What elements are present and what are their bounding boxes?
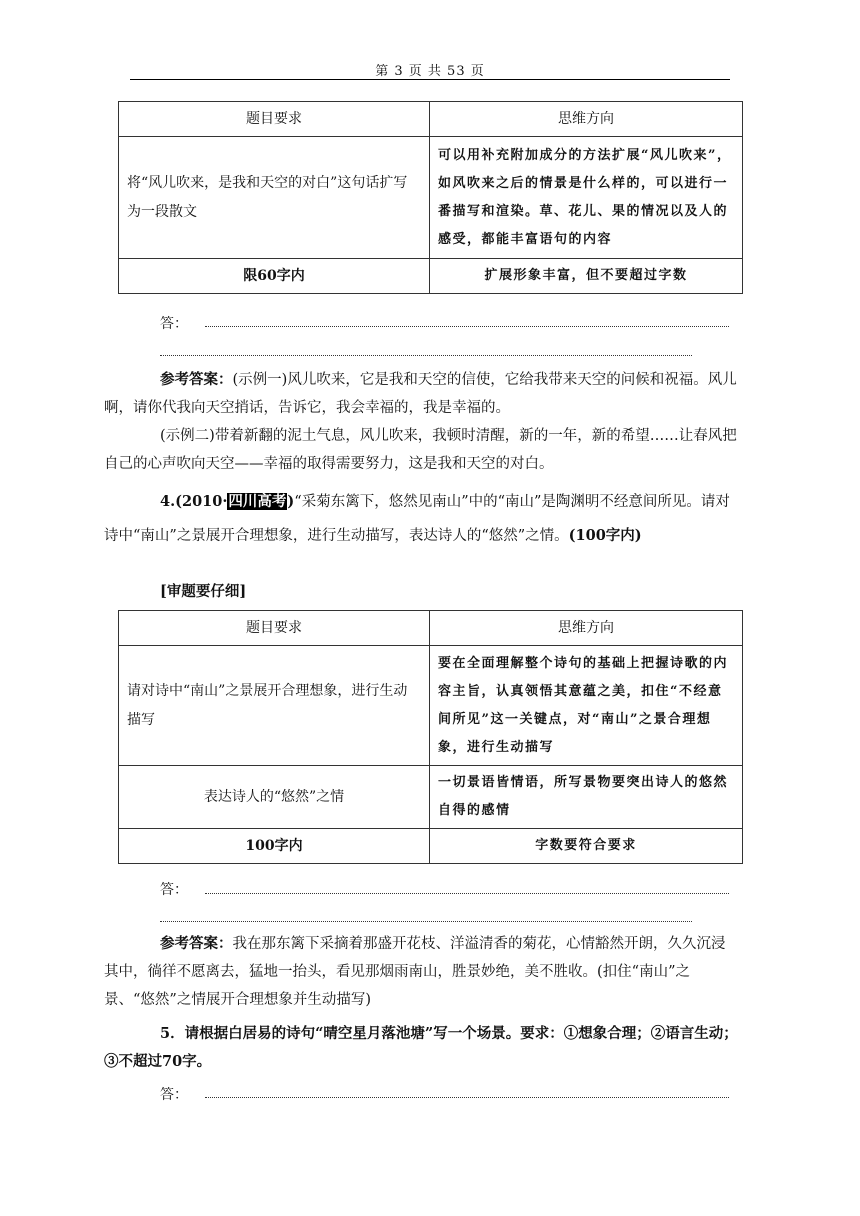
table2-row2-direction: 一切景语皆情语，所写景物要突出诗人的悠然自得的感情: [430, 766, 743, 829]
table2-row3-direction: 字数要符合要求: [430, 829, 743, 864]
reference-answer-text: (示例一)风儿吹来，它是我和天空的信使，它给我带来天空的问候和祝福。风儿啊，请你代我向天空捎话，告诉它，我会幸福的，我是幸福的。: [104, 372, 737, 416]
table1-row2-direction: 扩展形象丰富，但不要超过字数: [430, 259, 743, 294]
table1-col-header-requirement: 题目要求: [119, 102, 430, 137]
question-4-limit: (100字内): [568, 527, 642, 544]
table2-row1-requirement: 请对诗中“南山”之景展开合理想象，进行生动描写: [119, 646, 430, 766]
header-rule: [130, 79, 730, 80]
answer-line-2b[interactable]: [160, 921, 692, 922]
table2-row3-requirement: 100字内: [119, 829, 430, 864]
answer-label-1: 答：: [160, 316, 188, 332]
reference-answer-2-text: 我在那东篱下采摘着那盛开花枝、洋溢清香的菊花，心情豁然开朗，久久沉浸其中，徜徉不愿离去，猛地一抬头，看见那烟雨南山，胜景妙绝，美不胜收。(扣住“南山”之景、“悠然”之情展开合理想象并生动描写): [104, 936, 726, 1008]
table1-row2-requirement: 限60字内: [119, 259, 430, 294]
table2-col-header-requirement: 题目要求: [119, 611, 430, 646]
question-4-source-close: ): [287, 493, 295, 510]
requirement-table-1: [118, 101, 743, 294]
table2-row1-direction: 要在全面理解整个诗句的基础上把握诗歌的内容主旨，认真领悟其意蕴之美，扣住“不经意间所见”这一关键点，对“南山”之景合理想象，进行生动描写: [430, 646, 743, 766]
table1-row1-direction: 可以用补充附加成分的方法扩展“风儿吹来”，如风吹来之后的情景是什么样的，可以进行一番描写和渲染。草、花儿、果的情况以及人的感受，都能丰富语句的内容: [430, 137, 743, 259]
answer-line-1a[interactable]: [205, 326, 729, 327]
page-header: 第 3 页 共 53 页: [375, 64, 485, 79]
reference-answer-label: 参考答案：: [160, 371, 233, 388]
table1-row1-requirement: 将“风儿吹来，是我和天空的对白”这句话扩写为一段散文: [119, 137, 430, 259]
answer-line-3a[interactable]: [205, 1097, 729, 1098]
question-4-text: “采菊东篱下，悠然见南山”中的“南山”是陶渊明不经意间所见。请对诗中“南山”之景展开合理想象，进行生动描写，表达诗人的“悠然”之情。: [104, 494, 730, 544]
answer-line-1b[interactable]: [160, 355, 692, 356]
question-5: 5．请根据白居易的诗句“晴空星月落池塘”写一个场景。要求：①想象合理；②语言生动；③不超过70字。: [104, 1025, 738, 1070]
answer-label-2: 答：: [160, 882, 188, 898]
requirement-table-2: [118, 610, 743, 864]
reference-answer-2-label: 参考答案：: [160, 935, 233, 952]
table2-row2-requirement: 表达诗人的“悠然”之情: [119, 766, 430, 829]
table2-col-header-direction: 思维方向: [430, 611, 743, 646]
reference-answer-1-example-2: (示例二)带着新翻的泥土气息，风儿吹来，我顿时清醒，新的一年，新的希望……让春风把自己的心声吹向天空——幸福的取得需要努力，这是我和天空的对白。: [104, 428, 737, 472]
table1-col-header-direction: 思维方向: [430, 102, 743, 137]
answer-label-3: 答：: [160, 1087, 188, 1103]
review-label: [审题要仔细]: [160, 583, 247, 600]
source-tag: 四川高考: [228, 493, 287, 510]
reference-answer-1-example-1: [104, 366, 738, 422]
reference-answer-2: [104, 930, 738, 1014]
answer-line-2a[interactable]: [205, 893, 729, 894]
question-4-number: 4.(2010·: [160, 493, 228, 510]
question-4: [104, 485, 738, 553]
